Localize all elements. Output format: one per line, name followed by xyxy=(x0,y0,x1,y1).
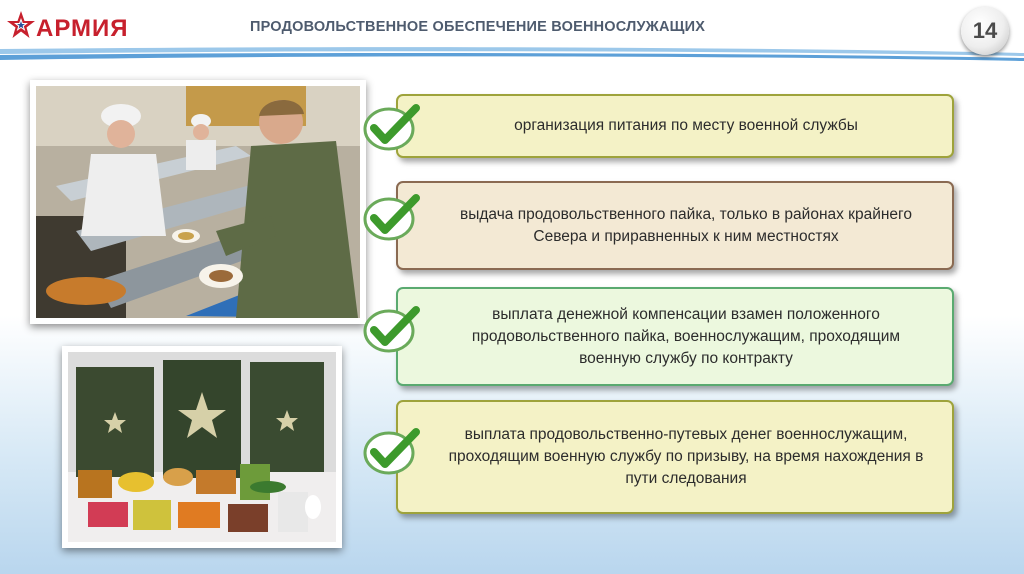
army-logo xyxy=(6,10,129,42)
item-text-3: выплата денежной компенсации взамен положенного продовольственного пайка, военнослужащим, проходящим военную службу по контракту xyxy=(471,305,901,367)
item-card-2 xyxy=(396,181,954,270)
star-icon xyxy=(6,10,36,40)
page-title: ПРОДОВОЛЬСТВЕННОЕ ОБЕСПЕЧЕНИЕ ВОЕННОСЛУЖАЩИХ xyxy=(250,19,706,35)
item-card-4 xyxy=(396,400,954,514)
header xyxy=(0,0,1024,62)
item-card-3 xyxy=(396,287,954,386)
checkmark-icon xyxy=(362,100,424,156)
item-text-1: организация питания по месту военной службы xyxy=(514,117,858,134)
header-stripes xyxy=(0,46,1024,62)
item-card-1 xyxy=(396,94,954,158)
logo-text: АРМИЯ xyxy=(36,15,129,42)
page-number: 14 xyxy=(961,7,1009,55)
checkmark-icon xyxy=(362,190,424,246)
item-text-2: выдача продовольственного пайка, только в районах крайнего Севера и приравненных к ним местностях xyxy=(460,205,912,245)
item-text-4: выплата продовольственно-путевых денег военнослужащим, проходящим военную службу по призыву, на время нахождения в пути следования xyxy=(448,426,924,487)
checkmark-icon xyxy=(362,302,424,358)
ration-packs-photo xyxy=(62,346,342,548)
canteen-photo xyxy=(30,80,366,324)
checkmark-icon xyxy=(362,424,424,480)
